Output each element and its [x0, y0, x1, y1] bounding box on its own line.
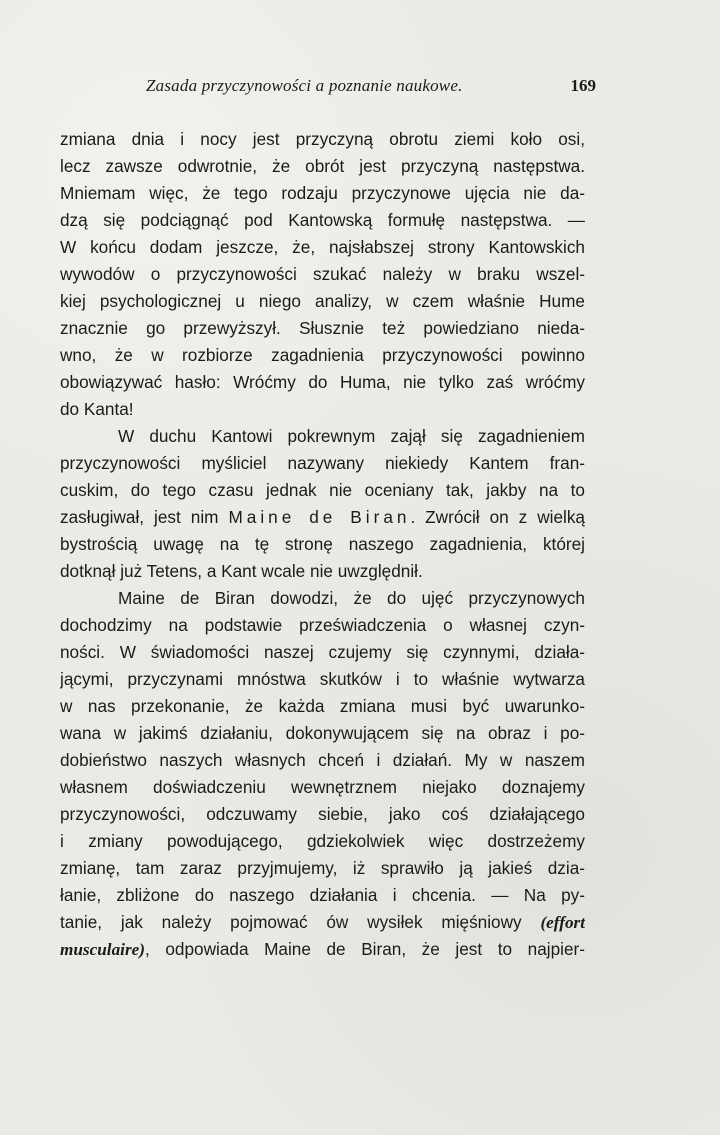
text-line: zmianę, tam zaraz przyjmujemy, iż sprawiło ją jakieś dzia-	[60, 858, 585, 879]
text-line: lecz zawsze odwrotnie, że obrót jest przyczyną następstwa.	[60, 156, 585, 177]
text-line: przyczynowości myśliciel nazywany niekiedy Kantem fran-	[60, 453, 585, 474]
paragraph-start-line: Maine de Biran dowodzi, że do ujęć przyczynowych	[118, 588, 585, 609]
text-line: dobieństwo naszych własnych chceń i działań. My w naszem	[60, 750, 585, 771]
text-line: wana w jakimś działaniu, dokonywującem się na obraz i po-	[60, 723, 585, 744]
page-number: 169	[570, 76, 596, 95]
text-fragment: zasługiwał, jest nim	[60, 507, 219, 528]
page-header	[146, 76, 596, 100]
text-line: dzą się podciągnąć pod Kantowską formułę następstwa. —	[60, 210, 585, 231]
text-line: przyczynowości, odczuwamy siebie, jako coś działającego	[60, 804, 585, 825]
text-line: wno, że w rozbiorze zagadnienia przyczynowości powinno	[60, 345, 585, 366]
text-line: bystrością uwagę na tę stronę naszego zagadnienia, której	[60, 534, 585, 555]
text-line	[60, 909, 585, 936]
text-line	[60, 504, 585, 531]
text-line: ności. W świadomości naszej czujemy się czynnymi, działa-	[60, 642, 585, 663]
text-line: dotknął już Tetens, a Kant wcale nie uwzględnił.	[60, 561, 423, 582]
text-line: w nas przekonanie, że każda zmiana musi być uwarunko-	[60, 696, 585, 717]
italic-term: (effort	[540, 913, 585, 933]
text-line: wywodów o przyczynowości szukać należy w braku wszel-	[60, 264, 585, 285]
text-line: do Kanta!	[60, 399, 134, 420]
text-line: kiej psychologicznej u niego analizy, w czem właśnie Hume	[60, 291, 585, 312]
text-line	[60, 936, 585, 963]
text-line: zmiana dnia i nocy jest przyczyną obrotu ziemi koło osi,	[60, 129, 585, 149]
text-line: dochodzimy na podstawie przeświadczenia o własnej czyn-	[60, 615, 585, 636]
text-fragment: tanie, jak należy pojmować ów wysiłek mięśniowy	[60, 912, 522, 933]
italic-term: musculaire)	[60, 940, 145, 960]
text-line: obowiązywać hasło: Wróćmy do Huma, nie tylko zaś wróćmy	[60, 372, 585, 393]
text-line: znacznie go przewyższył. Słusznie też powiedziano nieda-	[60, 318, 585, 339]
text-line: własnem doświadczeniu wewnętrznem niejako doznajemy	[60, 777, 585, 798]
text-line: jącymi, przyczynami mnóstwa skutków i to właśnie wytwarza	[60, 669, 585, 690]
emphasized-name: Maine de Biran	[228, 507, 411, 528]
text-fragment: . Zwrócił on z wielką	[410, 507, 585, 528]
text-fragment: , odpowiada Maine de Biran, że jest to najpier-	[145, 939, 585, 960]
text-line: cuskim, do tego czasu jednak nie oceniany tak, jakby na to	[60, 480, 585, 501]
paragraph-start-line: W duchu Kantowi pokrewnym zajął się zagadnieniem	[118, 426, 585, 447]
running-title: Zasada przyczynowości a poznanie naukowe.	[146, 76, 463, 95]
text-line: łanie, zbliżone do naszego działania i chcenia. — Na py-	[60, 885, 585, 906]
text-line: Mniemam więc, że tego rodzaju przyczynowe ujęcia nie da-	[60, 183, 585, 204]
text-line: i zmiany powodującego, gdziekolwiek więc dostrzeżemy	[60, 831, 585, 852]
text-line: W końcu dodam jeszcze, że, najsłabszej strony Kantowskich	[60, 237, 585, 258]
body-text	[60, 126, 585, 963]
